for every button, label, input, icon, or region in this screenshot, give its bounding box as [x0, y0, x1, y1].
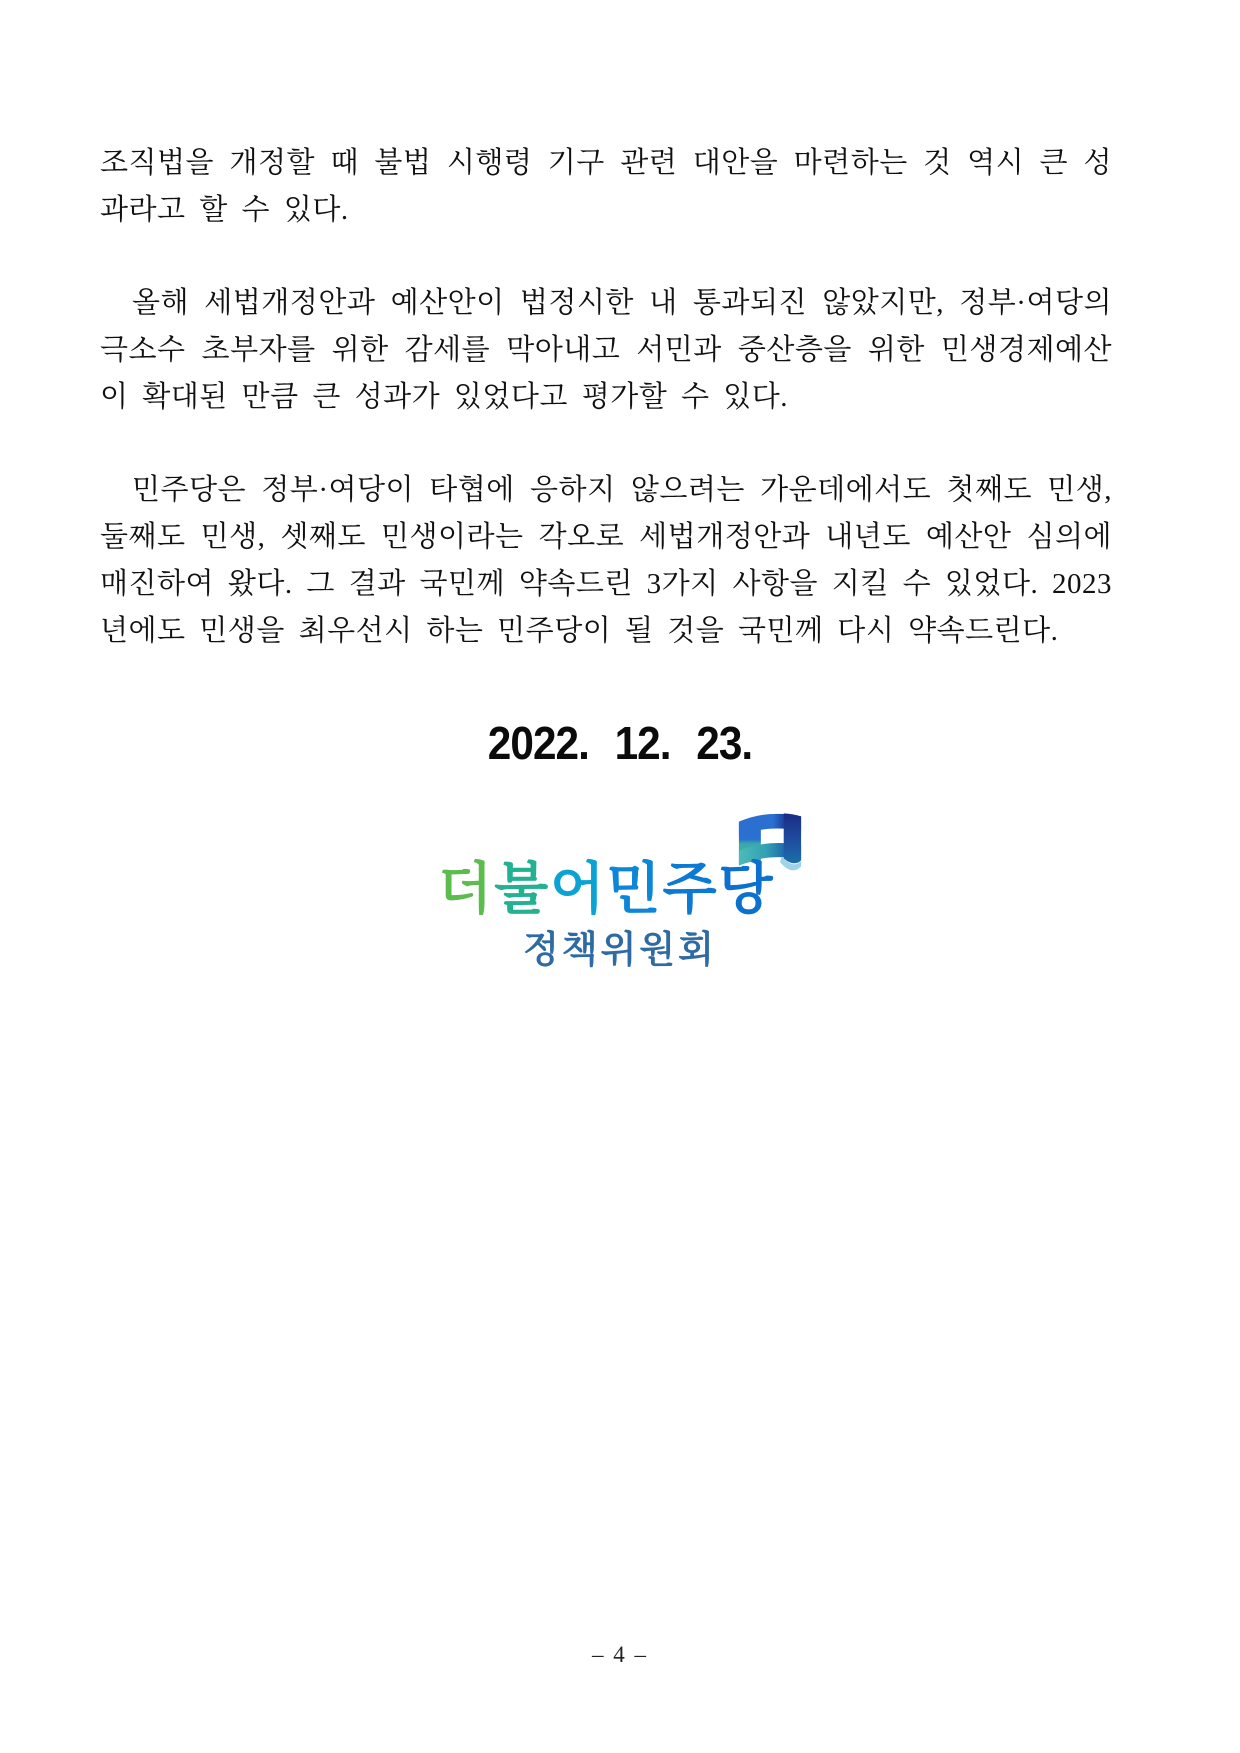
party-subtitle: 정책위원회 [523, 929, 717, 970]
wordmark-char: 주 [662, 857, 719, 920]
party-wordmark [438, 857, 775, 920]
paragraph: 올해 세법개정안과 예산안이 법정시한 내 통과되진 않았지만, 정부·여당의 극소수 초부자를 위한 감세를 막아내고 서민과 중산층을 위한 민생경제예산이 확대된 만큼 큰 성과가 있었다고 평가할 수 있다. [100, 287, 1112, 413]
document-body [100, 140, 1112, 701]
page-number: – 4 – [592, 1642, 648, 1667]
wordmark-char: 당 [718, 857, 775, 920]
paragraph: 조직법을 개정할 때 불법 시행령 기구 관련 대안을 마련하는 것 역시 큰 성과라고 할 수 있다. [100, 147, 1112, 226]
wordmark-char: 어 [550, 857, 607, 920]
party-logo [420, 795, 820, 1005]
wordmark-char: 민 [606, 857, 663, 920]
document-date: 2022. 12. 23. [487, 717, 753, 769]
paragraph: 민주당은 정부·여당이 타협에 응하지 않으려는 가운데에서도 첫째도 민생, 둘째도 민생, 셋째도 민생이라는 각오로 세법개정안과 내년도 예산안 심의에 매진하여 왔다. 그 결과 국민께 약속드린 3가지 사항을 지킬 수 있었다. 2023년에도 민생을 최우선시 하는 민주당이 될 것을 국민께 다시 약속드린다. [100, 474, 1112, 647]
wordmark-char: 더 [438, 857, 495, 920]
wordmark-char: 불 [494, 857, 551, 920]
